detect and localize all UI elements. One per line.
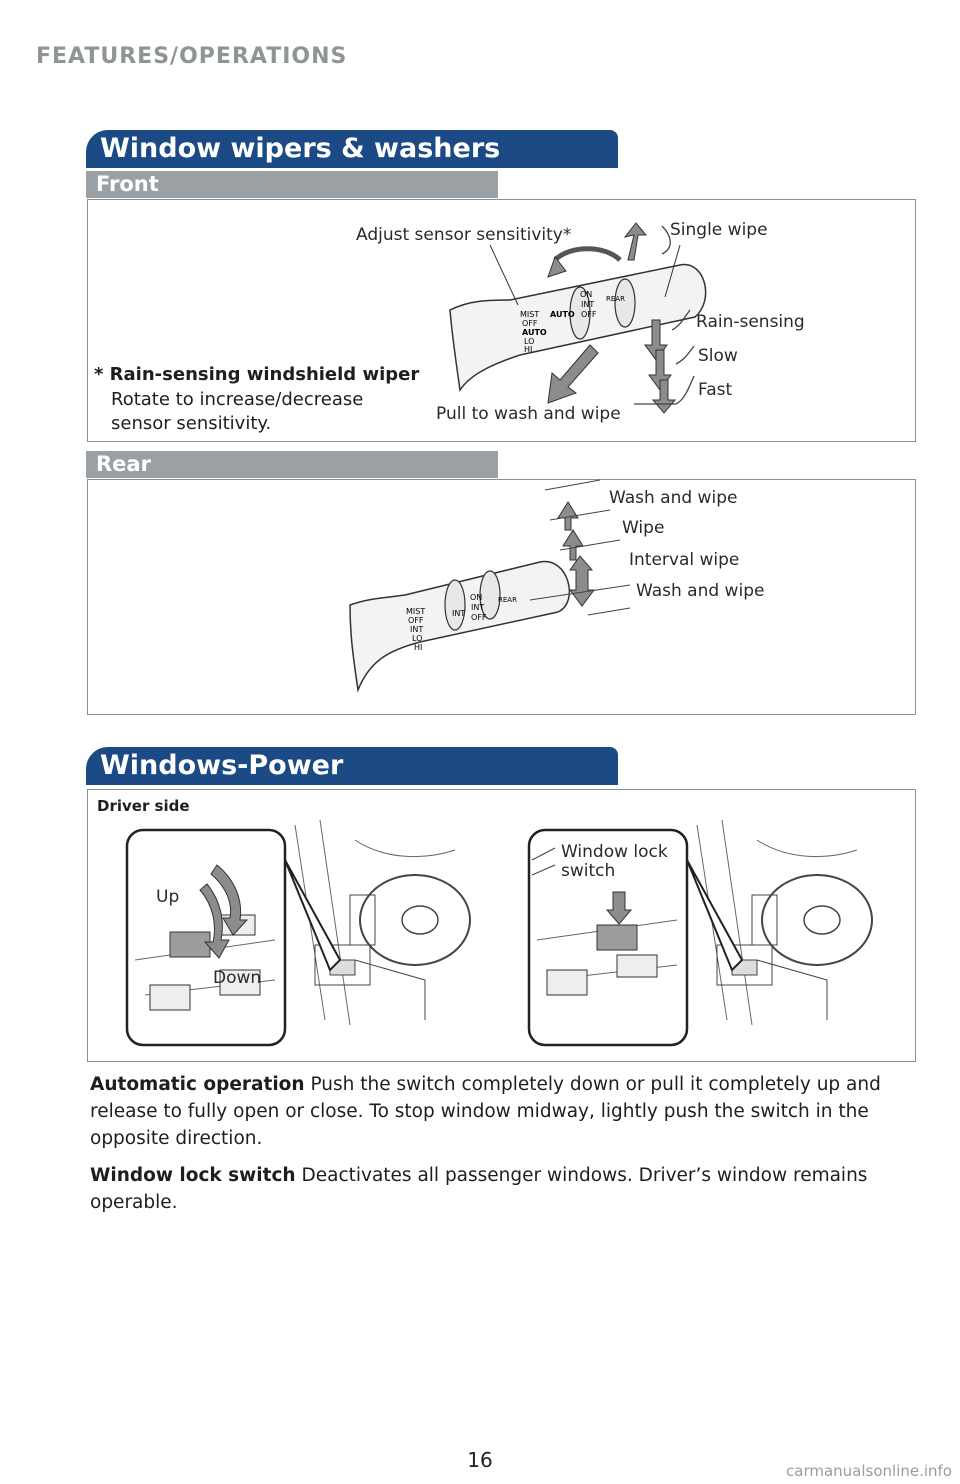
front-stalk-off2: OFF [581,310,597,319]
front-stalk-lo: LO [524,337,535,346]
rain-sensing-note-line1: Rotate to increase/decrease [111,389,364,410]
driver-side-label: Driver side [97,797,190,815]
rear-wash-wipe-callout-1: Wash and wipe [609,488,738,508]
driver-door-window-switch-illustration [125,820,460,1055]
window-lock-callout-line2: switch [561,861,616,881]
window-lock-paragraph [90,1162,916,1216]
rain-sensing-note-line2: sensor sensitivity. [111,413,272,434]
rear-wipe-callout: Wipe [622,518,665,538]
rear-stalk-hi: HI [414,643,423,652]
rear-wash-wipe-callout-2: Wash and wipe [636,581,765,601]
front-stalk-int: INT [581,300,595,309]
single-wipe-callout: Single wipe [670,220,768,240]
rear-stalk-off2: OFF [471,613,487,622]
rear-stalk-int2: INT [452,609,466,618]
slow-callout: Slow [698,346,738,366]
rear-stalk-off: OFF [408,616,424,625]
rear-interval-wipe-callout: Interval wipe [629,550,740,570]
front-stalk-mist: MIST [520,310,540,319]
wipers-title-banner: Window wipers & washers [86,130,618,168]
automatic-operation-heading: Automatic operation [90,1074,305,1095]
rear-stalk-int3: INT [471,603,485,612]
watermark: carmanualsonline.info [786,1462,952,1480]
rear-stalk-mist: MIST [406,607,426,616]
window-lock-callout [561,843,668,881]
front-stalk-auto2: AUTO [550,310,575,319]
window-lock-heading: Window lock switch [90,1165,296,1186]
pull-to-wash-callout: Pull to wash and wipe [436,404,621,424]
front-subheading: Front [86,171,498,198]
fast-callout: Fast [698,380,733,400]
page-number: 16 [467,1448,493,1472]
window-lock-callout-line1: Window lock [561,842,668,862]
section-label: FEATURES/OPERATIONS [36,44,348,69]
rear-stalk-on: ON [470,593,483,602]
automatic-operation-paragraph [90,1071,916,1152]
window-up-callout: Up [156,887,180,907]
front-stalk-hi: HI [524,345,533,354]
rain-sensing-callout: Rain-sensing [696,312,805,332]
front-stalk-on: ON [580,290,593,299]
window-lock-text: Deactivates all passenger windows. Driver’s window remains operable. [90,1165,868,1213]
window-down-callout: Down [213,968,262,988]
rear-stalk-int: INT [410,625,424,634]
rear-stalk-rear: REAR [498,596,517,604]
adjust-sensor-callout: Adjust sensor sensitivity* [356,225,572,245]
rear-subheading: Rear [86,451,498,478]
windows-power-title-banner: Windows-Power [86,747,618,785]
rear-stalk-lo: LO [412,634,423,643]
automatic-operation-text: Push the switch completely down or pull it completely up and release to fully open or close. To stop window midway, lightly push the switch in the opposite direction. [90,1074,881,1149]
rain-sensing-note-heading: * Rain-sensing windshield wiper [94,364,420,385]
rear-wiper-stalk-illustration [330,490,630,715]
front-stalk-auto: AUTO [522,328,547,337]
front-stalk-rear: REAR [606,295,625,303]
front-stalk-off: OFF [522,319,538,328]
